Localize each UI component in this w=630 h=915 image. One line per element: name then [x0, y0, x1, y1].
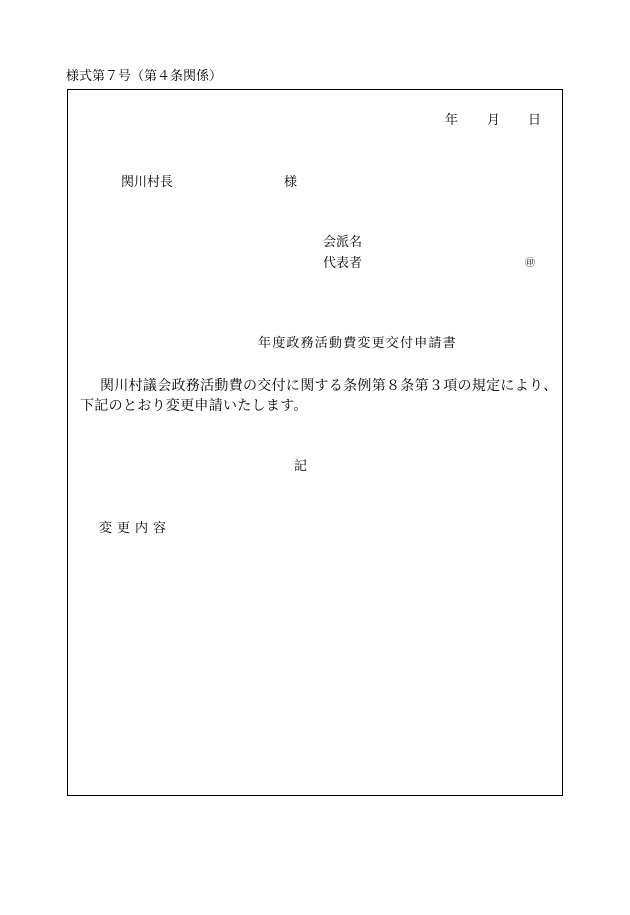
faction-name-label: 会派名	[323, 235, 363, 250]
body-line-2: 下記のとおり変更申請いたします。	[80, 398, 308, 414]
addressee-honorific: 様	[284, 175, 298, 190]
seal-mark: ㊞	[525, 258, 535, 269]
date-day-label: 日	[528, 113, 542, 128]
representative-label: 代表者	[323, 256, 363, 271]
form-number: 様式第７号（第４条関係）	[66, 69, 223, 84]
ki-heading: 記	[294, 459, 308, 474]
addressee-name: 関川村長	[121, 175, 174, 190]
date-month-label: 月	[487, 113, 501, 128]
application-form-frame	[67, 89, 563, 796]
body-line-1: 関川村議会政務活動費の交付に関する条例第８条第３項の規定により、	[100, 378, 558, 394]
body-text	[80, 376, 558, 416]
date-year-label: 年	[445, 113, 459, 128]
change-content-label: 変更内容	[99, 521, 172, 536]
document-title: 年度政務活動費変更交付申請書	[258, 336, 457, 351]
